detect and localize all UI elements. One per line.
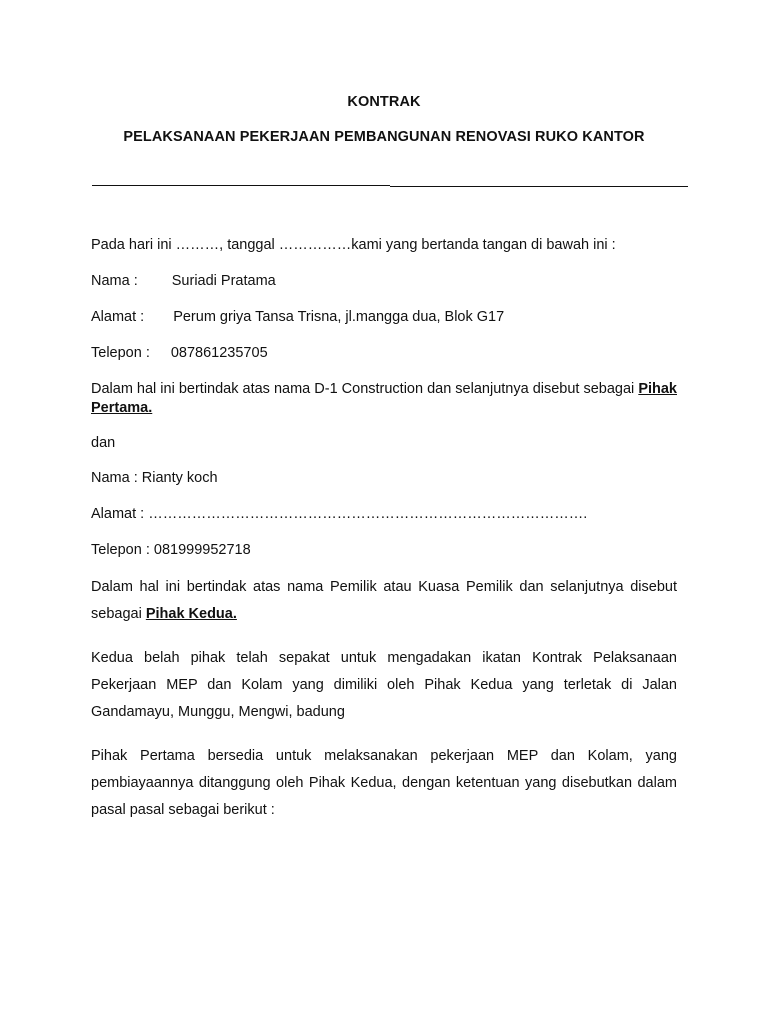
conjunction-text: dan bbox=[91, 435, 116, 451]
party1-name-line bbox=[91, 273, 276, 289]
party1-phone-line bbox=[91, 345, 268, 361]
party2-name-line: Nama : Rianty koch bbox=[91, 470, 218, 486]
document-subtitle: PELAKSANAAN PEKERJAAN PEMBANGUNAN RENOVASI RUKO KANTOR bbox=[123, 129, 645, 145]
provision-paragraph: Pihak Pertama bersedia untuk melaksanakan pekerjaan MEP dan Kolam, yang pembiayaannya ditanggung oleh Pihak Kedua, dengan ketentuan yang disebutkan dalam pasal pasal sebagai berikut : bbox=[91, 748, 677, 818]
party2-statement bbox=[91, 574, 677, 628]
party1-phone-value: 087861235705 bbox=[170, 345, 268, 361]
party1-name-label: Nama : bbox=[91, 273, 138, 289]
party1-name-value: Suriadi Pratama bbox=[171, 273, 276, 289]
party2-statement-text: Dalam hal ini bertindak atas nama Pemilik atau Kuasa Pemilik dan selanjutnya disebut sebagai bbox=[91, 579, 677, 622]
party1-statement-text: Dalam hal ini bertindak atas nama D-1 Construction dan selanjutnya disebut sebagai bbox=[91, 381, 639, 397]
party1-address-line bbox=[91, 309, 504, 325]
party2-phone-line: Telepon : 081999952718 bbox=[91, 542, 251, 558]
header-divider-right bbox=[390, 186, 688, 187]
party1-role: Pihak Pertama. bbox=[91, 381, 677, 416]
party2-role: Pihak Kedua. bbox=[145, 606, 237, 622]
party1-address-label: Alamat : bbox=[91, 309, 145, 325]
header-divider-left bbox=[92, 185, 390, 186]
party1-address-value: Perum griya Tansa Trisna, jl.mangga dua, Blok G17 bbox=[173, 309, 505, 325]
party1-statement bbox=[91, 380, 677, 418]
party1-phone-label: Telepon : bbox=[91, 345, 150, 361]
document-title: KONTRAK bbox=[347, 94, 421, 110]
party2-address-line: Alamat : ………………………………………………………………………………. bbox=[91, 506, 588, 522]
opening-line: Pada hari ini ………, tanggal ……………kami yang bertanda tangan di bawah ini : bbox=[91, 237, 616, 253]
agreement-paragraph: Kedua belah pihak telah sepakat untuk mengadakan ikatan Kontrak Pelaksanaan Pekerjaan MEP dan Kolam yang dimiliki oleh Pihak Kedua yang terletak di Jalan Gandamayu, Munggu, Mengwi, badung bbox=[91, 650, 677, 720]
